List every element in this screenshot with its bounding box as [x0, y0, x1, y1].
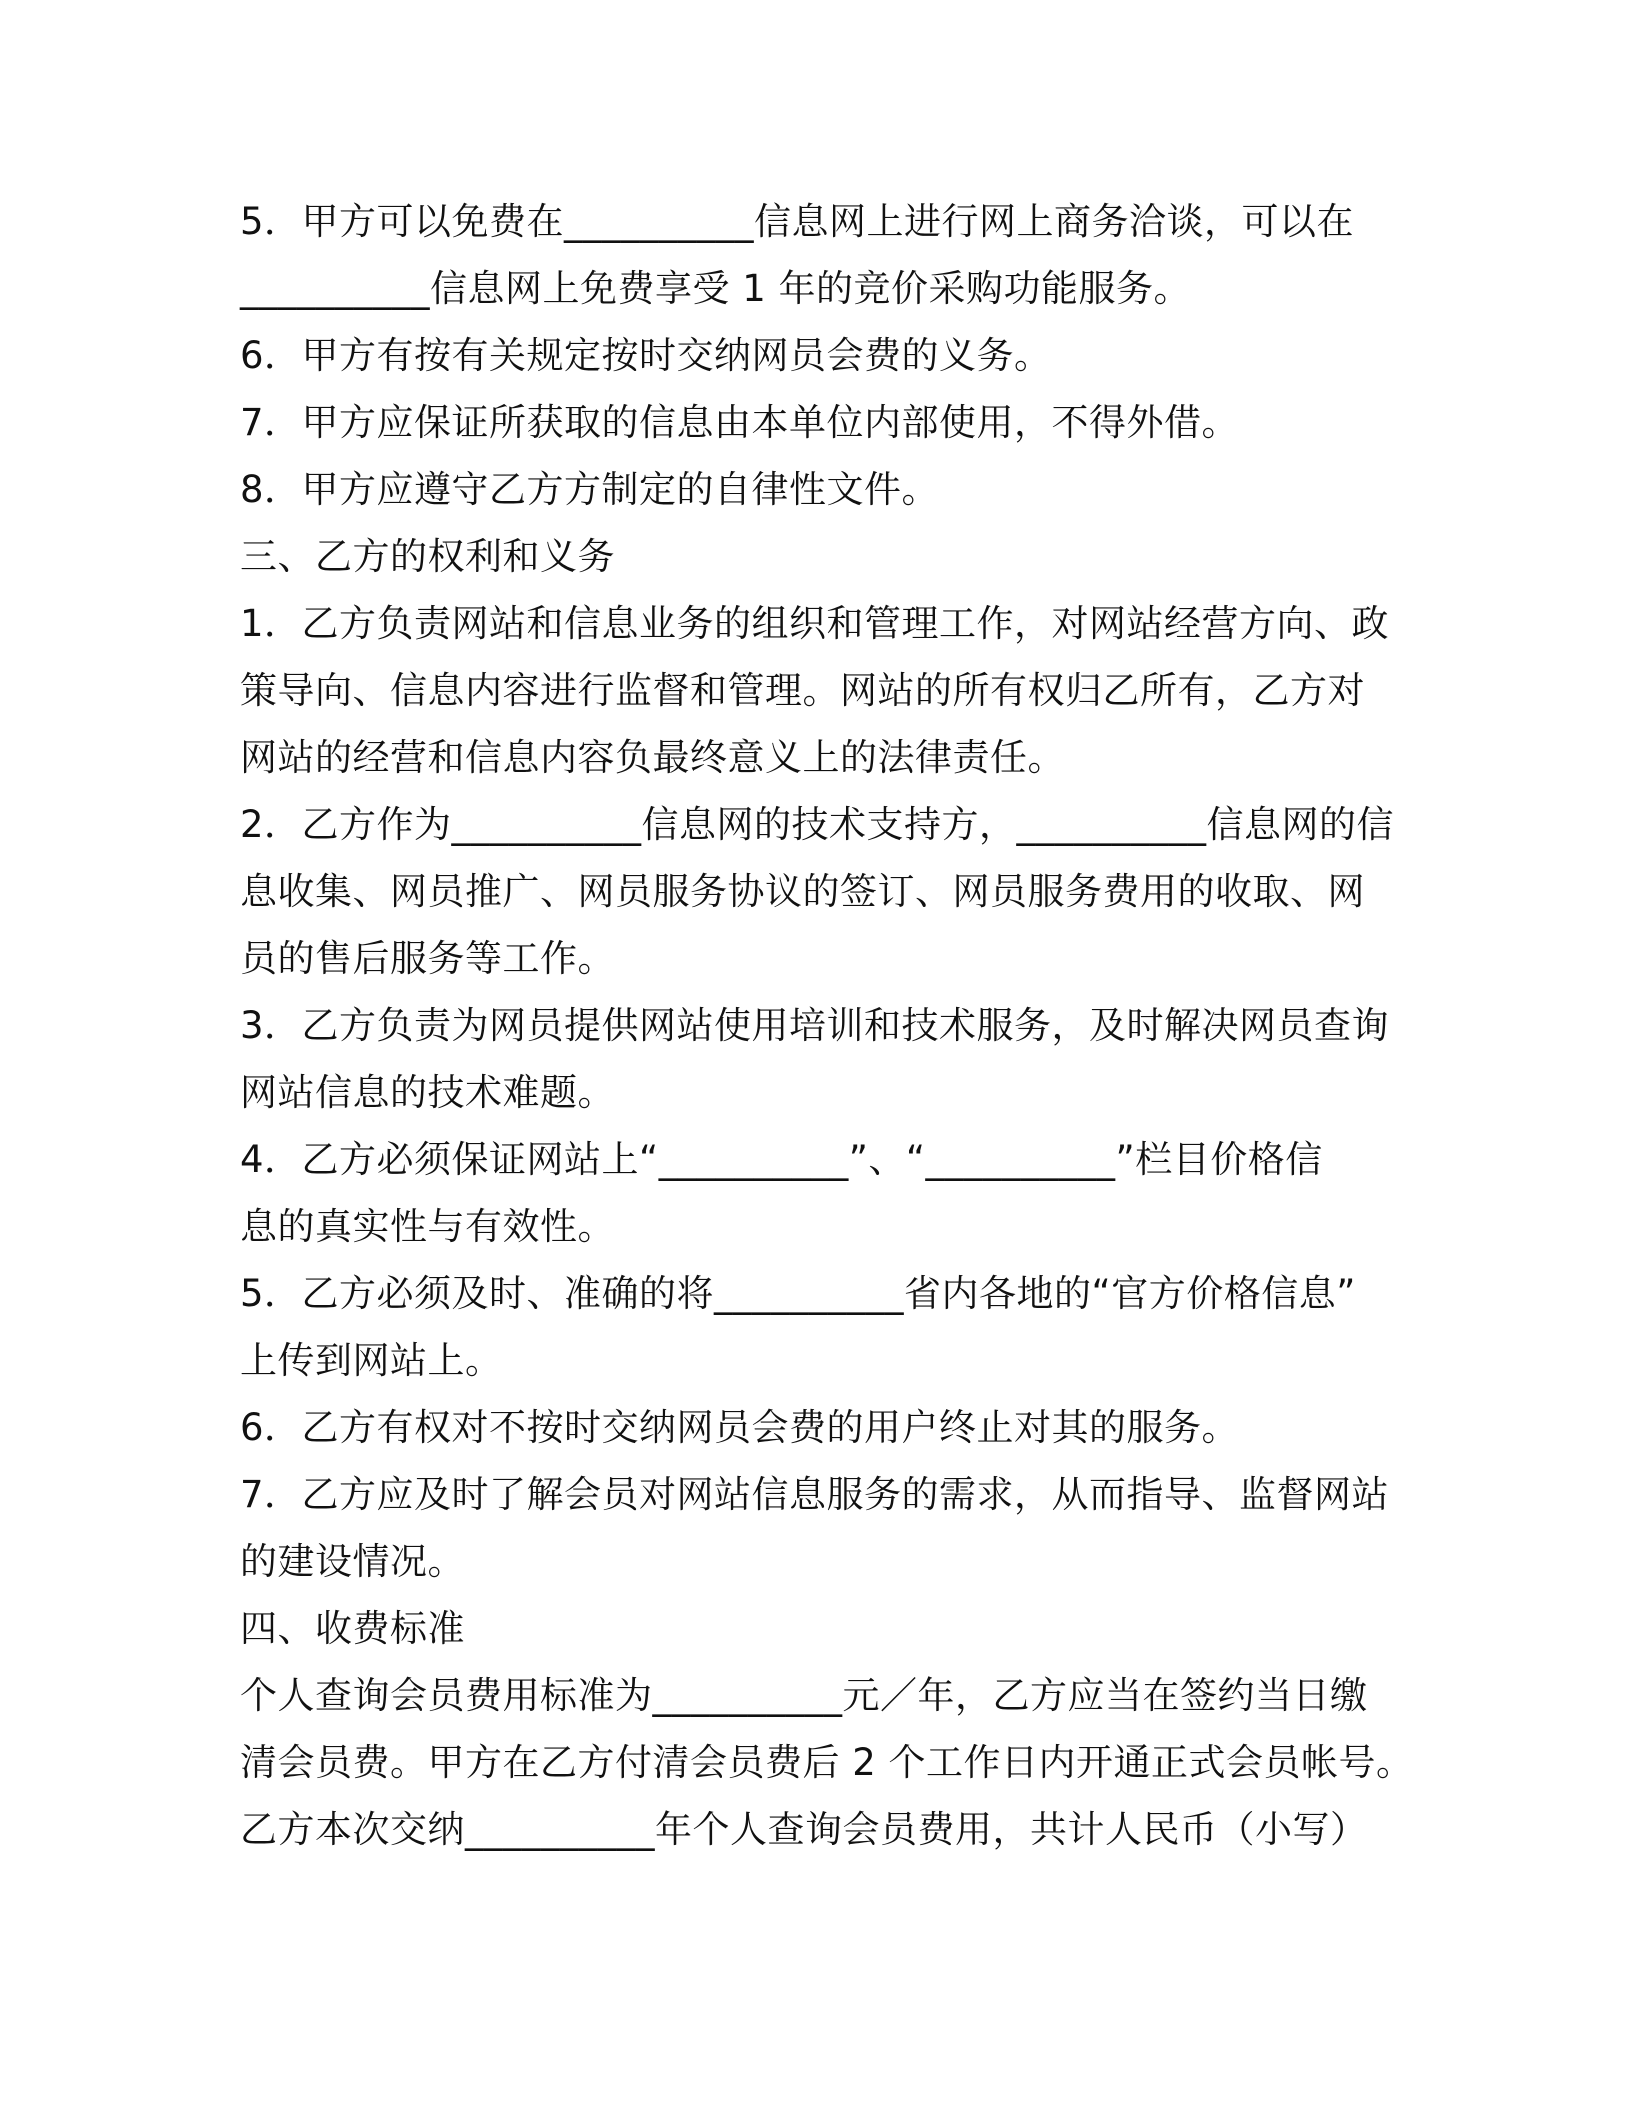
section-heading: 四、收费标准 [240, 1607, 465, 1650]
text-line: 7．乙方应及时了解会员对网站信息服务的需求，从而指导、监督网站 [240, 1473, 1390, 1516]
text-line: 5．乙方必须及时、准确的将__________省内各地的“官方价格信息” [240, 1272, 1356, 1315]
text-line: 5．甲方可以免费在__________信息网上进行网上商务洽谈，可以在 [240, 200, 1355, 243]
text-line: 策导向、信息内容进行监督和管理。网站的所有权归乙所有，乙方对 [240, 669, 1365, 712]
text-line: 的建设情况。 [240, 1540, 465, 1583]
text-line: 个人查询会员费用标准为__________元／年，乙方应当在签约当日缴 [240, 1674, 1368, 1717]
text-line: 清会员费。甲方在乙方付清会员费后 2 个工作日内开通正式会员帐号。 [240, 1741, 1414, 1784]
text-line: 网站信息的技术难题。 [240, 1071, 615, 1114]
section-heading: 三、乙方的权利和义务 [240, 535, 615, 578]
text-line: 6．甲方有按有关规定按时交纳网员会费的义务。 [240, 334, 1052, 377]
text-line: __________信息网上免费享受 1 年的竞价采购功能服务。 [240, 267, 1192, 310]
text-line: 8．甲方应遵守乙方方制定的自律性文件。 [240, 468, 940, 511]
text-line: 3．乙方负责为网员提供网站使用培训和技术服务，及时解决网员查询 [240, 1004, 1390, 1047]
text-line: 4．乙方必须保证网站上“__________”、“__________”栏目价格信 [240, 1138, 1323, 1181]
text-line: 网站的经营和信息内容负最终意义上的法律责任。 [240, 736, 1065, 779]
text-line: 乙方本次交纳__________年个人查询会员费用，共计人民币（小写） [240, 1808, 1368, 1851]
text-line: 6．乙方有权对不按时交纳网员会费的用户终止对其的服务。 [240, 1406, 1240, 1449]
text-line: 7．甲方应保证所获取的信息由本单位内部使用，不得外借。 [240, 401, 1240, 444]
text-line: 息的真实性与有效性。 [240, 1205, 615, 1248]
text-line: 2．乙方作为__________信息网的技术支持方，__________信息网的信 [240, 803, 1395, 846]
document-body [240, 188, 1414, 1863]
text-line: 员的售后服务等工作。 [240, 937, 615, 980]
text-line: 1．乙方负责网站和信息业务的组织和管理工作，对网站经营方向、政 [240, 602, 1390, 645]
text-line: 上传到网站上。 [240, 1339, 503, 1382]
text-line: 息收集、网员推广、网员服务协议的签订、网员服务费用的收取、网 [240, 870, 1365, 913]
